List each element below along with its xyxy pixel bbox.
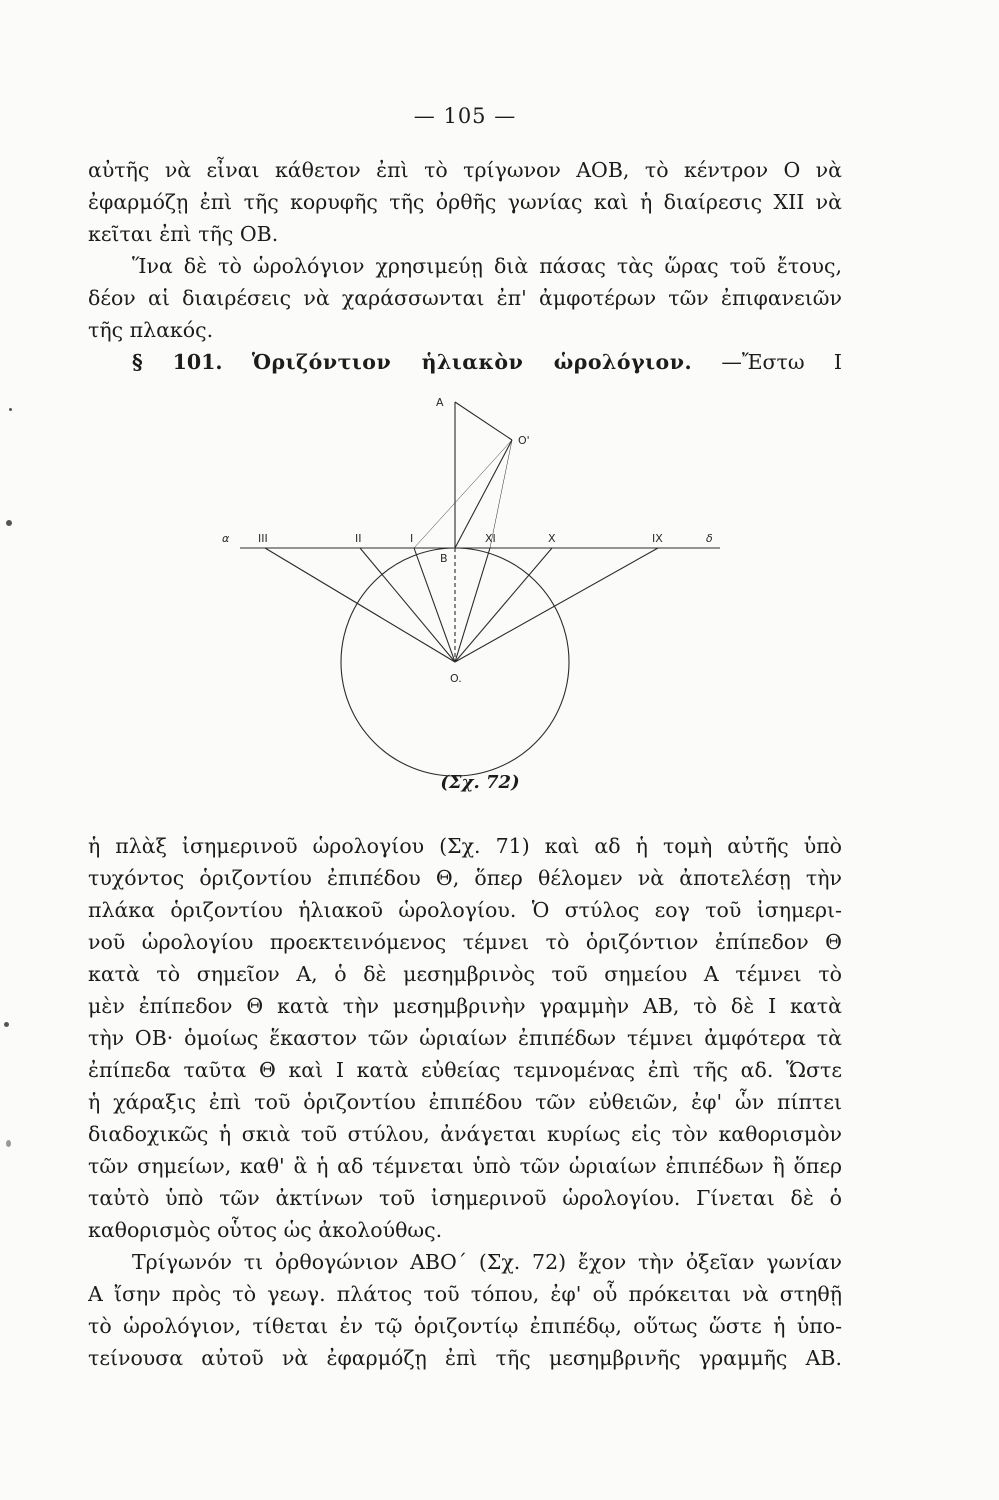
text-line: Α ἴσην πρὸς τὸ γεωγ. πλάτος τοῦ τόπου, ἐφ' οὗ πρόκειται νὰ στηθῇ [88, 1282, 842, 1306]
label-B: B [440, 552, 448, 565]
section-title: Ὁριζόντιον ἡλιακὸν ὡρολόγιον. [251, 350, 693, 374]
text-line: διαδοχικῶς ἡ σκιὰ τοῦ στύλου, ἀνάγεται κυρίως εἰς τὸν καθορισμὸν [88, 1122, 842, 1146]
text-line: ταὐτὸ ὑπὸ τῶν ἀκτίνων τοῦ ἰσημερινοῦ ὡρολογίου. Γίνεται δὲ ὁ [88, 1186, 842, 1210]
text-line: μὲν ἐπίπεδον Θ κατὰ τὴν μεσημβρινὴν γραμμὴν ΑΒ, τὸ δὲ Ι κατὰ [88, 994, 842, 1018]
label-O-prime: O' [518, 434, 530, 447]
scan-speck [6, 1140, 11, 1147]
line-O-prime-B [455, 440, 512, 548]
label-delta: δ [706, 532, 713, 545]
label-I: I [410, 532, 414, 545]
label-X: X [548, 532, 556, 545]
section-heading-line [88, 346, 842, 378]
text-line: τῶν σημείων, καθ' ἃ ἡ αδ τέμνεται ὑπὸ τῶν ὡριαίων ἐπιπέδων ἢ ὅπερ [88, 1154, 842, 1178]
text-line: τυχόντος ὁριζοντίου ἐπιπέδου Θ, ὅπερ θέλομεν νὰ ἀποτελέσῃ τὴν [88, 866, 842, 890]
label-A: A [436, 396, 444, 409]
text-line: ἡ χάραξις ἐπὶ τοῦ ὁριζοντίου ἐπιπέδου τῶν εὐθειῶν, ἐφ' ὧν πίπτει [88, 1090, 842, 1114]
sundial-diagram [200, 390, 760, 830]
scan-speck [9, 408, 12, 411]
section-text: —Ἔστω Ι [721, 350, 842, 374]
text-line: καθορισμὸς οὗτος ὡς ἀκολούθως. [88, 1218, 443, 1242]
text-line: τὴν ΟΒ· ὁμοίως ἕκαστον τῶν ὡριαίων ἐπιπέδων τέμνει ἀμφότερα τὰ [88, 1026, 842, 1050]
text-line: νοῦ ὡρολογίου προεκτεινόμενος τέμνει τὸ ὁριζόντιον ἐπίπεδον Θ [88, 930, 842, 954]
text-line: τὸ ὡρολόγιον, τίθεται ἐν τῷ ὁριζοντίῳ ἐπιπέδῳ, οὕτως ὥστε ἡ ὑπο- [88, 1314, 842, 1338]
text-line: ἡ πλὰξ ἰσημερινοῦ ὡρολογίου (Σχ. 71) καὶ αδ ἡ τομὴ αὐτῆς ὑπὸ [88, 834, 842, 858]
figure-72 [200, 390, 760, 830]
scan-speck [4, 1022, 9, 1027]
text-line: Ἵνα δὲ τὸ ὡρολόγιον χρησιμεύῃ διὰ πάσας τὰς ὥρας τοῦ ἔτους, [132, 254, 842, 278]
scan-speck [6, 520, 12, 526]
text-line: αὐτῆς νὰ εἶναι κάθετον ἐπὶ τὸ τρίγωνον ΑΟΒ, τὸ κέντρον Ο νὰ [88, 158, 842, 182]
text-line: κεῖται ἐπὶ τῆς ΟΒ. [88, 222, 279, 246]
label-IX: IX [652, 532, 663, 545]
text-line: τείνουσα αὐτοῦ νὰ ἐφαρμόζῃ ἐπὶ τῆς μεσημβρινῆς γραμμῆς ΑΒ. [88, 1346, 842, 1370]
page-number: — 105 — [413, 104, 517, 128]
hour-ray-I [414, 548, 455, 662]
hour-ray-IX [455, 548, 658, 662]
text-line: κατὰ τὸ σημεῖον Α, ὁ δὲ μεσημβρινὸς τοῦ σημείου Α τέμνει τὸ [88, 962, 842, 986]
label-alpha: α [222, 532, 230, 545]
text-line: ἐφαρμόζῃ ἐπὶ τῆς κορυφῆς τῆς ὀρθῆς γωνίας καὶ ἡ διαίρεσις XII νὰ [88, 190, 842, 214]
text-line: δέον αἱ διαιρέσεις νὰ χαράσσωνται ἐπ' ἀμφοτέρων τῶν ἐπιφανειῶν [88, 286, 842, 310]
label-XI: XI [485, 532, 496, 545]
bottom-paragraphs [88, 830, 842, 1374]
section-number: § 101. [132, 350, 223, 374]
text-line: πλάκα ὁριζοντίου ἡλιακοῦ ὡρολογίου. Ὁ στύλος εογ τοῦ ἰσημερι- [88, 898, 842, 922]
top-paragraphs [88, 154, 842, 378]
hour-ray-II [360, 548, 455, 662]
hour-ray-X [455, 548, 552, 662]
label-III: III [258, 532, 268, 545]
text-line: ἐπίπεδα ταῦτα Θ καὶ Ι κατὰ εὐθείας τεμνομένας ἐπὶ τῆς αδ. Ὥστε [88, 1058, 842, 1082]
label-II: II [355, 532, 362, 545]
line-AO-prime [455, 402, 512, 440]
text-line: τῆς πλακός. [88, 318, 214, 342]
label-O: O. [450, 672, 462, 685]
figure-caption: (Σχ. 72) [440, 772, 520, 793]
helper-line [265, 548, 455, 662]
text-line: Τρίγωνόν τι ὀρθογώνιον ΑΒΟ΄ (Σχ. 72) ἔχον τὴν ὀξεῖαν γωνίαν [132, 1250, 842, 1274]
